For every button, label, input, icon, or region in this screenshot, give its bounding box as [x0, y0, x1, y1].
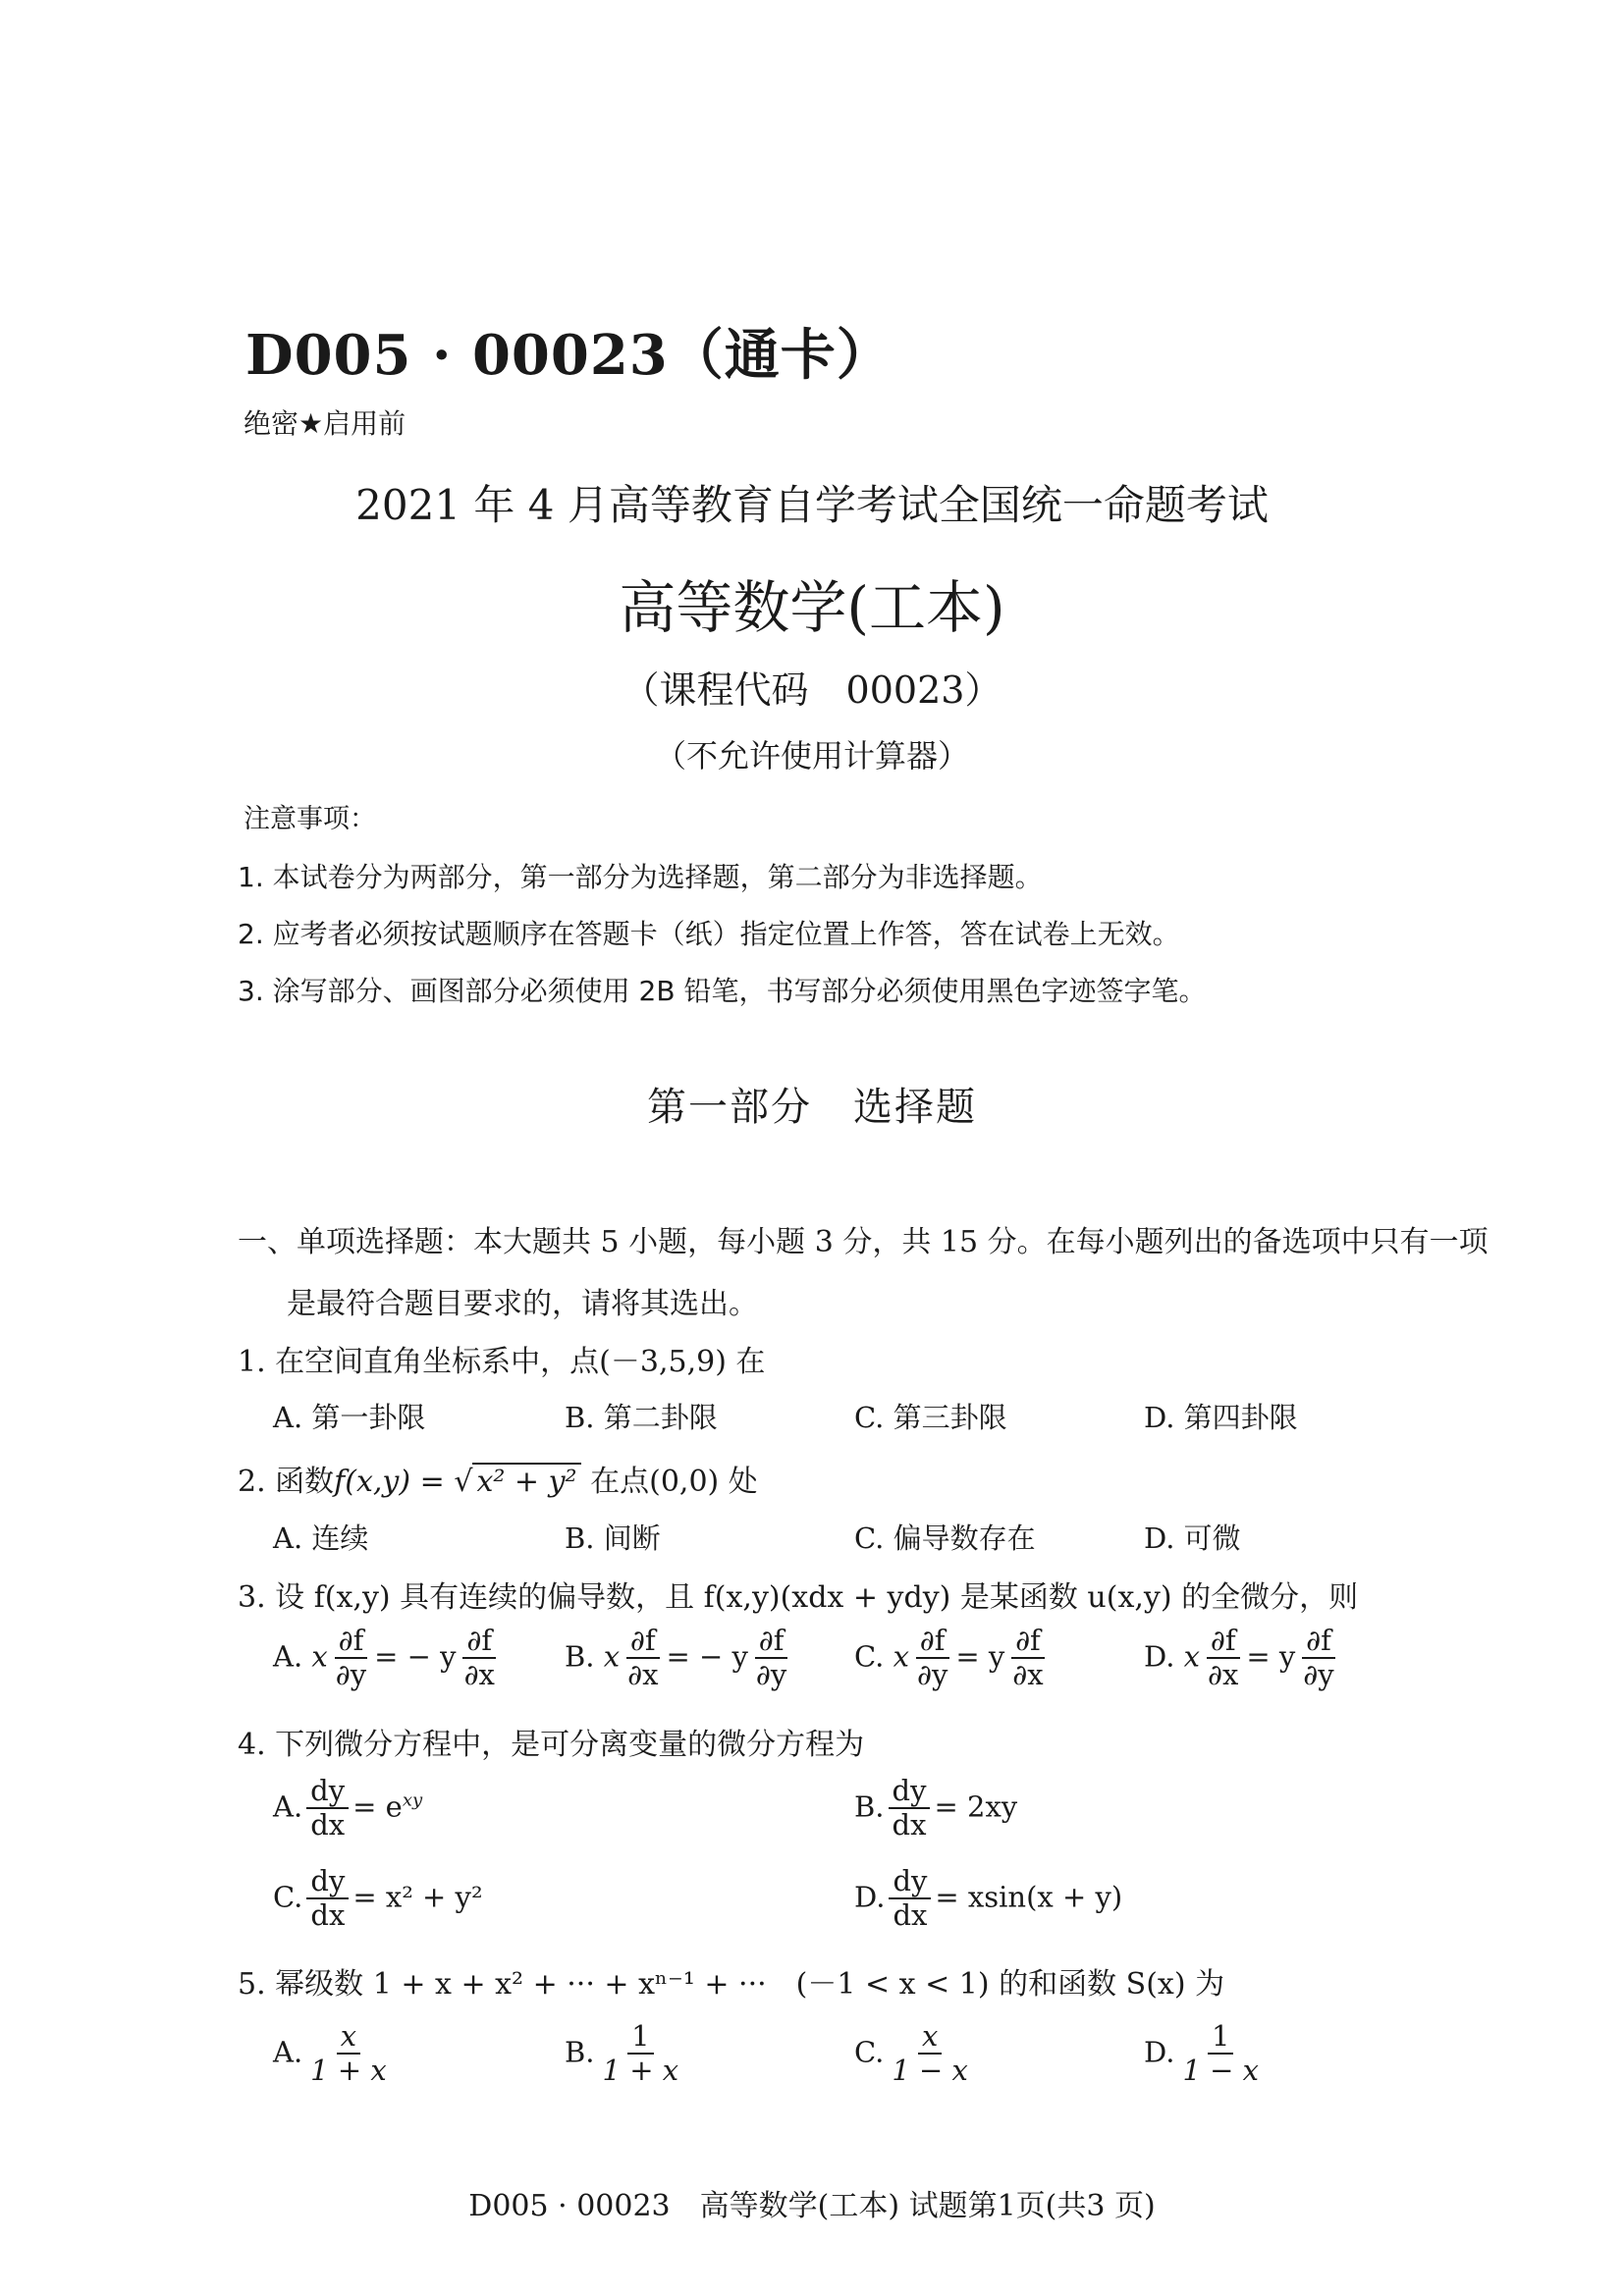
q2-prefix: 2. 函数: [238, 1465, 335, 1499]
q1-option-c: C. 第三卦限: [854, 1401, 1007, 1434]
q2-option-d: D. 可微: [1144, 1522, 1241, 1555]
question-1-stem: 1. 在空间直角坐标系中，点(－3,5,9) 在: [238, 1345, 766, 1379]
course-code: （课程代码 00023）: [622, 668, 1002, 712]
page-footer: D005 · 00023 高等数学(工本) 试题第1页(共3 页): [468, 2189, 1156, 2223]
q4-option-a: A. $\frac{dy}{dx}$ = $e^{xy}$: [273, 1774, 423, 1842]
q1-option-d: D. 第四卦限: [1144, 1401, 1298, 1434]
notice-title: 注意事项：: [244, 804, 376, 834]
sqrt-icon: √: [454, 1465, 473, 1499]
q3-option-d: D. x $\frac{\partial f}{\partial x}$ = y $\frac{\partial f}{\partial y}$: [1144, 1624, 1334, 1692]
question-2-stem: [238, 1457, 758, 1500]
q3-option-a: A. x $\frac{\partial f}{\partial y}$ = − y $\frac{\partial f}{\partial x}$: [273, 1624, 495, 1692]
notice-item: 3. 涂写部分、画图部分必须使用 2B 铅笔，书写部分必须使用黑色字迹签字笔。: [238, 975, 1207, 1007]
q2-suffix: 在点(0,0) 处: [590, 1465, 758, 1499]
section-instructions-cont: 是最符合题目要求的，请将其选出。: [287, 1287, 758, 1321]
q5-option-d: D. $\frac{1}{1 - x}$: [1144, 2019, 1259, 2088]
q2-function: f(x,y) =: [334, 1465, 445, 1499]
part-title: 第一部分 选择题: [647, 1085, 977, 1130]
q5-option-c: C. $\frac{x}{1 - x}$: [854, 2019, 968, 2088]
q2-radicand: x² + y²: [472, 1463, 580, 1499]
q5-option-b: B. $\frac{1}{1 + x}$: [565, 2019, 679, 2088]
confidential-label: 绝密★启用前: [244, 407, 406, 440]
notice-item: 1. 本试卷分为两部分，第一部分为选择题，第二部分为非选择题。: [238, 861, 1043, 893]
q1-option-a: A. 第一卦限: [273, 1401, 426, 1434]
question-4-stem: 4. 下列微分方程中，是可分离变量的微分方程为: [238, 1728, 865, 1762]
question-5-stem: 5. 幂级数 1 + x + x² + ··· + xⁿ⁻¹ + ··· (－1 < x < 1) 的和函数 S(x) 为: [238, 1967, 1225, 2002]
exam-title: 2021 年 4 月高等教育自学考试全国统一命题考试: [355, 481, 1269, 529]
subject-title: 高等数学(工本): [619, 574, 1005, 641]
question-3-stem: 3. 设 f(x,y) 具有连续的偏导数，且 f(x,y)(xdx + ydy) 是某函数 u(x,y) 的全微分，则: [238, 1580, 1359, 1615]
q3-option-b: B. x $\frac{\partial f}{\partial x}$ = − y $\frac{\partial f}{\partial y}$: [565, 1624, 787, 1692]
q4-option-b: B. $\frac{dy}{dx}$ = 2xy: [854, 1774, 1018, 1842]
section-instructions: 一、单项选择题：本大题共 5 小题，每小题 3 分，共 15 分。在每小题列出的备选项中只有一项: [238, 1225, 1489, 1259]
q2-option-a: A. 连续: [273, 1522, 369, 1555]
q4-option-c: C. $\frac{dy}{dx}$ = x² + y²: [273, 1864, 483, 1933]
q2-option-c: C. 偏导数存在: [854, 1522, 1036, 1555]
calculator-note: （不允许使用计算器）: [654, 737, 969, 774]
q2-option-b: B. 间断: [565, 1522, 661, 1555]
exam-code: D005 · 00023（通卡）: [245, 323, 893, 388]
q1-option-b: B. 第二卦限: [565, 1401, 718, 1434]
q4-option-d: D. $\frac{dy}{dx}$ = xsin(x + y): [854, 1864, 1123, 1933]
q5-option-a: A. $\frac{x}{1 + x}$: [273, 2019, 387, 2088]
q3-option-c: C. x $\frac{\partial f}{\partial y}$ = y $\frac{\partial f}{\partial x}$: [854, 1624, 1044, 1692]
notice-item: 2. 应考者必须按试题顺序在答题卡（纸）指定位置上作答，答在试卷上无效。: [238, 918, 1180, 950]
